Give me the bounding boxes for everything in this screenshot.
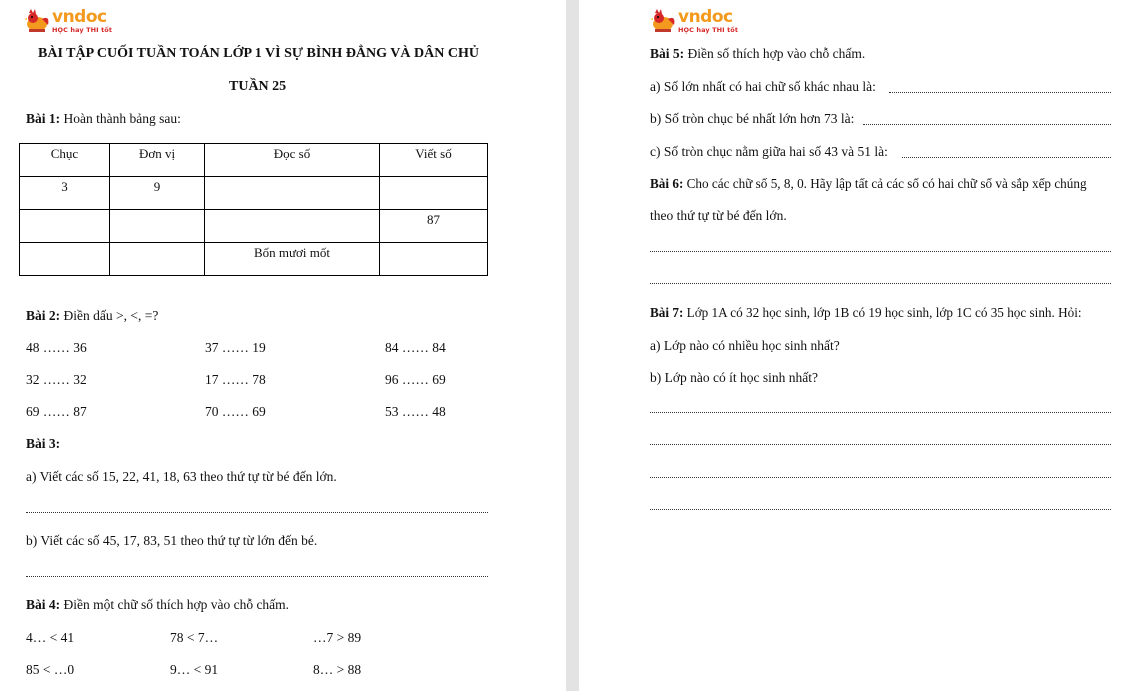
table-cell [205,210,380,243]
compare-item: 17 …… 78 [205,372,266,387]
answer-line [26,576,488,577]
table-cell: 9 [110,177,205,210]
bai5-heading [650,46,865,62]
fill-digit-item: 9… < 91 [170,662,219,677]
table-row [20,210,488,243]
bai7-heading [650,305,1082,321]
bai3-label: Bài 3: [26,436,61,451]
compare-item: 37 …… 19 [205,340,266,355]
logo-tagline: HỌC hay THI tốt [52,26,113,34]
answer-line [650,412,1111,413]
rooster-icon [24,9,50,33]
page-right [579,0,1133,691]
fill-digit-item: …7 > 89 [313,630,362,645]
logo-wordmark: vndoc [52,7,107,27]
bai6-text: Cho các chữ số 5, 8, 0. Hãy lập tất cả các số có hai chữ số và sắp xếp chúng [683,176,1087,191]
bai2-heading [26,308,158,324]
table-cell: Bốn mươi mốt [205,243,380,276]
answer-line [863,124,1111,125]
table-cell [110,243,205,276]
week-label: TUẦN 25 [229,79,287,94]
bai1-text: Hoàn thành bảng sau: [60,111,181,126]
table-cell [20,210,110,243]
header-chuc: Chục [20,144,110,177]
answer-line [650,251,1111,252]
table-cell [380,177,488,210]
compare-item: 70 …… 69 [205,404,266,419]
logo-wordmark: vndoc [678,7,733,27]
bai5-text: Điền số thích hợp vào chỗ chấm. [684,46,866,61]
table-row [20,243,488,276]
compare-item: 53 …… 48 [385,404,446,419]
fill-digit-item: 4… < 41 [26,630,75,645]
bai7-part-a: a) Lớp nào có nhiều học sinh nhất? [650,338,840,353]
answer-line [650,509,1111,510]
answer-line [650,477,1111,478]
compare-item: 96 …… 69 [385,372,446,387]
bai2-label: Bài 2: [26,308,61,323]
answer-line [902,157,1111,158]
place-value-table [19,143,488,276]
table-cell: 87 [380,210,488,243]
bai5-part-c: c) Số tròn chục nằm giữa hai số 43 và 51 là: [650,144,888,159]
vndoc-logo [24,9,112,34]
bai5-label: Bài 5: [650,46,685,61]
bai1-label: Bài 1: [26,111,61,126]
bai1-heading [26,111,181,127]
logo-tagline: HỌC hay THI tốt [678,26,739,34]
bai3-heading [26,436,60,452]
bai7-label: Bài 7: [650,305,684,320]
bai3-part-b: b) Viết các số 45, 17, 83, 51 theo thứ tự từ lớn đến bé. [26,533,318,548]
fill-digit-item: 8… > 88 [313,662,362,677]
fill-digit-item: 78 < 7… [170,630,219,645]
table-header-row [20,144,488,177]
bai6-text-line2: theo thứ tự từ bé đến lớn. [650,208,787,223]
bai2-text: Điền dấu >, <, =? [60,308,159,323]
bai5-part-b: b) Số tròn chục bé nhất lớn hơn 73 là: [650,111,855,126]
fill-digit-item: 85 < …0 [26,662,75,677]
page-left [0,0,566,691]
bai3-part-a: a) Viết các số 15, 22, 41, 18, 63 theo thứ tự từ bé đến lớn. [26,469,337,484]
table-cell [110,210,205,243]
table-cell [380,243,488,276]
bai4-label: Bài 4: [26,597,61,612]
answer-line [650,444,1111,445]
bai7-text: Lớp 1A có 32 học sinh, lớp 1B có 19 học sinh, lớp 1C có 35 học sinh. Hỏi: [683,305,1082,320]
compare-item: 48 …… 36 [26,340,87,355]
compare-item: 32 …… 32 [26,372,87,387]
answer-line [650,283,1111,284]
compare-item: 84 …… 84 [385,340,446,355]
rooster-icon [650,9,676,33]
header-viet-so: Viết số [380,144,488,177]
table-cell [205,177,380,210]
bai6-heading [650,176,1087,192]
answer-line [889,92,1111,93]
table-cell [20,243,110,276]
answer-line [26,512,488,513]
compare-item: 69 …… 87 [26,404,87,419]
bai6-label: Bài 6: [650,176,684,191]
header-doc-so: Đọc số [205,144,380,177]
worksheet-title: BÀI TẬP CUỐI TUẦN TOÁN LỚP 1 VÌ SỰ BÌNH ĐẲNG VÀ DÂN CHỦ [38,46,479,61]
bai7-part-b: b) Lớp nào có ít học sinh nhất? [650,370,818,385]
bai4-heading [26,597,289,613]
header-don-vi: Đơn vị [110,144,205,177]
bai4-text: Điền một chữ số thích hợp vào chỗ chấm. [60,597,290,612]
bai5-part-a: a) Số lớn nhất có hai chữ số khác nhau là: [650,79,876,94]
vndoc-logo [650,9,738,34]
table-row [20,177,488,210]
table-cell: 3 [20,177,110,210]
